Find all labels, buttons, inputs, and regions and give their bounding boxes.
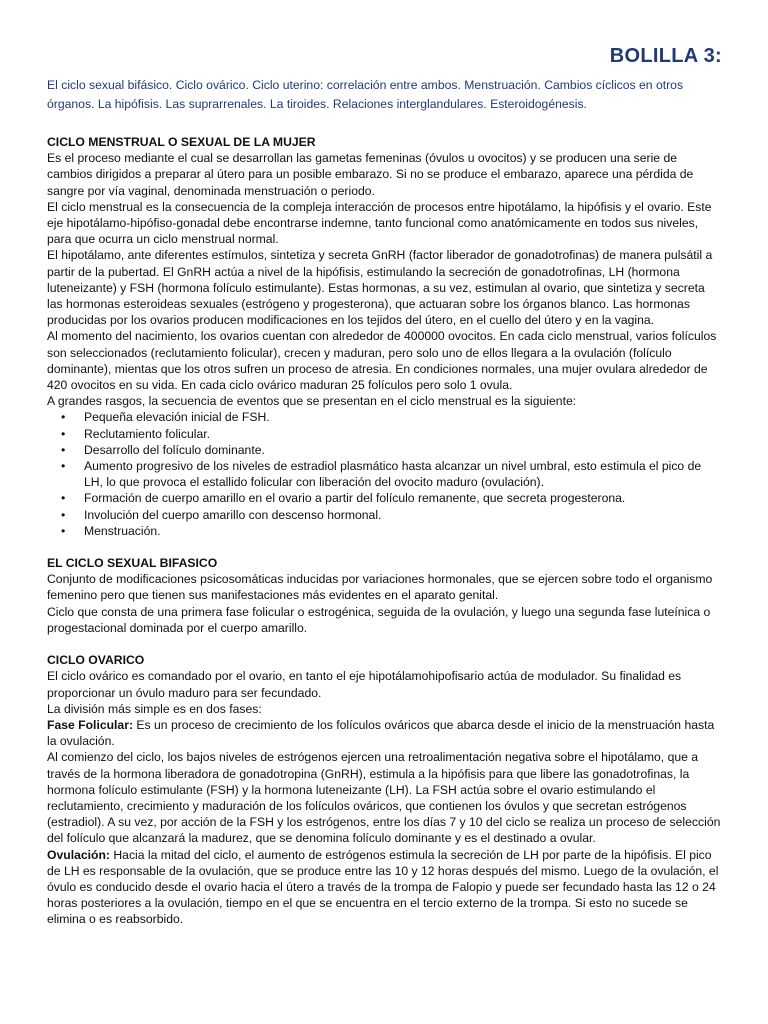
paragraph: La división más simple es en dos fases: (47, 701, 262, 716)
paragraph: El hipotálamo, ante diferentes estímulos, sintetiza y secreta GnRH (factor liberador de gonadotrofinas) de manera pulsátil a partir de la pubertad. El GnRH actúa a nivel de la hipófisis, estimulando la secreción de gonadotrofinas, LH (hormona luteneizante) y FSH (hormona folículo estimulante). Estas hormonas, a su vez, estimulan al ovario, que sintetiza y secreta las hormonas esteroideas sexuales (estrógeno y progesterona), que actuaran sobre los órganos blanco. Las hormonas producidas por los ovarios producen modificaciones en los tejidos del útero, en el cuello del útero y en la vagina. (47, 248, 713, 328)
paragraph: Ciclo que consta de una primera fase folicular o estrogénica, seguida de la ovulación, y luego una segunda fase luteínica o progestacional dominada por el cuerpo amarillo. (47, 604, 711, 635)
bullet-icon: • (61, 410, 66, 425)
list-item-text: Menstruación. (84, 523, 161, 538)
list-item-text: Pequeña elevación inicial de FSH. (84, 410, 270, 425)
list-item-text: Involución del cuerpo amarillo con descenso hormonal. (84, 507, 382, 522)
paragraph: A grandes rasgos, la secuencia de eventos que se presentan en el ciclo menstrual es la siguiente: (47, 394, 577, 409)
topic-summary: El ciclo sexual bifásico. Ciclo ovárico. Ciclo uterino: correlación entre ambos. Menstruación. Cambios cíclicos en otros órganos. La hipófisis. Las suprarrenales. La tiroides. Relaciones interglandulares. Esteroidogénesis. (47, 78, 684, 111)
section-heading: CICLO OVARICO (47, 653, 145, 668)
paragraph: Al comienzo del ciclo, los bajos niveles de estrógenos ejercen una retroalimentación negativa sobre el hipotálamo, que a través de la hormona liberadora de gonadotropina (GnRH), estimula a la hipófisis para que libere las gonadotrofinas, la hormona folículo estimulante (FSH) y la hormona luteneizante (LH). La FSH actúa sobre el ovario estimulando el reclutamiento, crecimiento y maduración de los folículos ováricos, que contienen los óvulos y que secretan estrógenos (estradiol). A su vez, por acción de la FSH y los estrógenos, entre los días 7 y 10 del ciclo se realiza un proceso de selección del folículo que alcanzará la madurez, que se denomina folículo dominante y es el destinado a ovular. (47, 750, 721, 846)
list-item-text: Aumento progresivo de los niveles de estradiol plasmático hasta alcanzar un nivel umbral, esto estimula el pico de LH, lo que provoca el estallido folicular con liberación del ovocito maduro (ovulación). (84, 459, 702, 490)
list-item (47, 442, 722, 458)
section-heading: EL CICLO SEXUAL BIFASICO (47, 556, 218, 571)
spacer (47, 636, 722, 652)
bullet-icon: • (61, 523, 66, 538)
document-page (47, 44, 722, 928)
list-item (47, 426, 722, 442)
section-ciclo-menstrual (47, 134, 722, 539)
spacer (47, 539, 722, 555)
paragraph: Conjunto de modificaciones psicosomáticas inducidas por variaciones hormonales, que se ejercen sobre todo el organismo femenino pero que tienen sus manifestaciones más evidentes en el aparato genital. (47, 572, 713, 603)
term-text: Hacia la mitad del ciclo, el aumento de estrógenos estimula la secreción de LH por parte de la hipófisis. El pico de LH es responsable de la ovulación, que se produce entre las 10 y 12 horas después del mismo. Luego de la ovulación, el óvulo es conducido desde el ovario hacia el útero a través de la trompa de Falopio y puede ser fecundado hasta las 12 o 24 horas posteriores a la ovulación, tiempo en el que se encuentra en el tercio externo de la trompa. Si esto no sucede se elimina o es reabsorbido. (47, 847, 719, 927)
term-text: Es un proceso de crecimiento de los folículos ováricos que abarca desde el inicio de la menstruación hasta la ovulación. (47, 717, 715, 749)
paragraph: El ciclo ovárico es comandado por el ovario, en tanto el eje hipotálamohipofisario actúa de modulador. Su finalidad es proporcionar un óvulo maduro para ser fecundado. (47, 669, 682, 700)
list-item-text: Formación de cuerpo amarillo en el ovario a partir del folículo remanente, que secreta progesterona. (84, 491, 626, 506)
paragraph: Al momento del nacimiento, los ovarios cuentan con alrededor de 400000 ovocitos. En cada ciclo menstrual, varios folículos son seleccionados (reclutamiento folicular), crecen y maduran, pero solo uno de ellos llegara a la ovulación (folículo dominante), mientas que los otros sufren un proceso de atresia. En condiciones normales, una mujer ovulara alrededor de 420 ovocitos en su vida. En cada ciclo ovárico maduran 25 folículos pero solo 1 ovula. (47, 329, 717, 393)
bullet-icon: • (61, 507, 66, 522)
list-item (47, 490, 722, 506)
section-ciclo-bifasico (47, 555, 722, 636)
bullet-icon: • (61, 491, 66, 506)
bullet-icon: • (61, 426, 66, 441)
list-item-text: Reclutamiento folicular. (84, 426, 210, 441)
page-title: BOLILLA 3: (609, 45, 722, 67)
list-item (47, 523, 722, 539)
list-item (47, 409, 722, 425)
bullet-icon: • (61, 442, 66, 457)
paragraph-fase-folicular (47, 717, 722, 749)
paragraph-ovulacion (47, 847, 722, 928)
paragraph: El ciclo menstrual es la consecuencia de la compleja interacción de procesos entre hipotálamo, la hipófisis y el ovario. Este eje hipotálamo-hipófiso-gonadal debe encontrarse indemne, tanto funcional como anatómicamente en todos sus niveles, para que ocurra un ciclo menstrual normal. (47, 199, 712, 247)
term-label: Fase Folicular: (47, 717, 134, 732)
section-ciclo-ovarico (47, 652, 722, 927)
list-item-text: Desarrollo del folículo dominante. (84, 442, 265, 457)
bullet-icon: • (61, 459, 66, 474)
term-label: Ovulación: (47, 847, 110, 862)
paragraph: Es el proceso mediante el cual se desarrollan las gametas femeninas (óvulos u ovocitos) y se producen una serie de cambios dirigidos a preparar al útero para un posible embarazo. Si no se produce el embarazo, aparece una pérdida de sangre por vía vaginal, denominada menstruación o periodo. (47, 151, 694, 198)
event-sequence-list (47, 409, 722, 539)
section-heading: CICLO MENSTRUAL O SEXUAL DE LA MUJER (47, 135, 316, 149)
list-item (47, 507, 722, 523)
list-item (47, 458, 722, 490)
